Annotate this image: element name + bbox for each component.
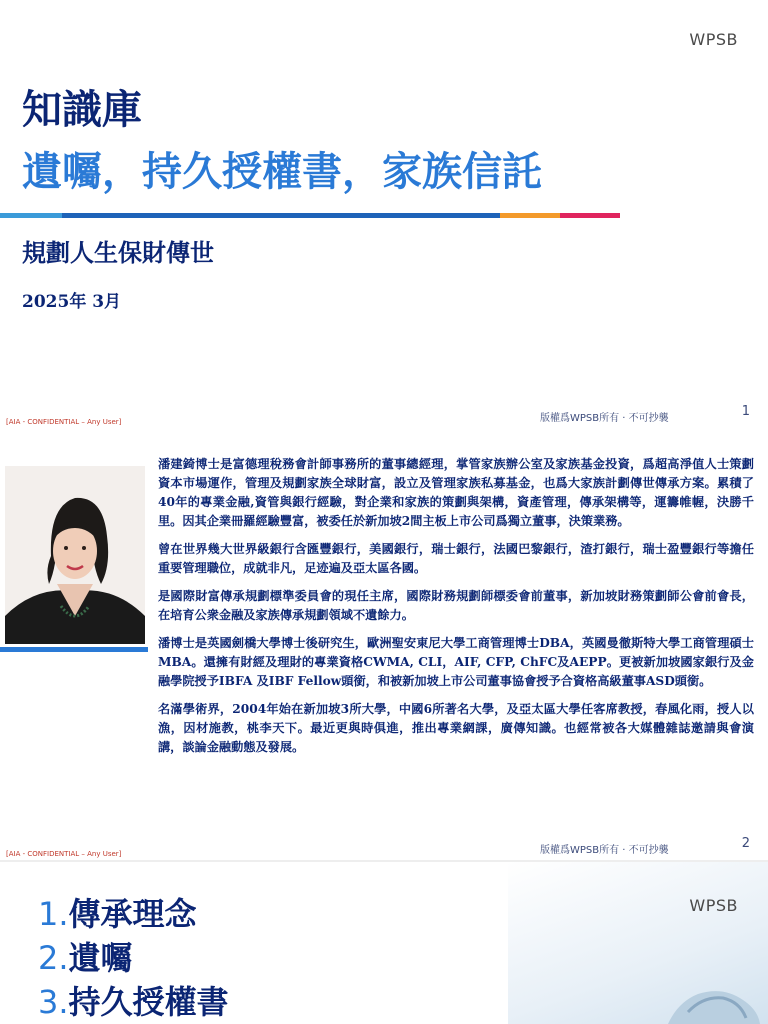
background-decoration: [508, 862, 768, 1024]
portrait-icon: [5, 466, 145, 644]
accent-bar-segment-1: [0, 213, 62, 218]
hand-illustration-icon: [508, 862, 768, 1024]
confidential-label: [AIA - CONFIDENTIAL – Any User]: [6, 850, 122, 858]
copyright-footer: 版權爲WPSB所有 · 不可抄襲: [540, 845, 669, 856]
copyright-footer: 版權爲WPSB所有 · 不可抄襲: [540, 413, 669, 424]
bio-paragraph: 潘博士是英國劍橋大學博士後研究生，歐洲聖安東尼大學工商管理博士DBA，英國曼徹斯特大學工商管理碩士MBA。還擁有財經及理財的專業資格CWMA, CLI，AIF, CFP, ChFC及AEPP。更被新加坡國家銀行及金融學院授予IBFA 及IBF Fellow頭銜，和被新加坡上市公司董事協會授予合資格高級董事ASD頭銜。: [158, 636, 754, 688]
slide-3: [0, 862, 768, 1024]
portrait-photo: [5, 466, 145, 644]
brand-logo: WPSB: [689, 30, 738, 49]
page-number: 1: [741, 404, 750, 419]
title-line-1: 知識庫: [22, 86, 142, 133]
slide-2: [0, 430, 768, 860]
toc-item[interactable]: [38, 892, 229, 936]
toc-label: 持久授權書: [68, 983, 229, 1021]
brand-logo: WPSB: [689, 896, 738, 915]
toc-item[interactable]: [38, 936, 229, 980]
bio-paragraph: 潘建錡博士是富德理稅務會計師事務所的董事總經理，掌管家族辦公室及家族基金投資，爲超高淨值人士策劃資本市場運作，管理及規劃家族全球財富，設立及管理家族私募基金，也爲大家族計劃傳世傳承方案。累積了40年的專業金融,資管與銀行經驗，對企業和家族的策劃與架構，資產管理，傳承架構等，運籌帷幄，決勝千里。因其企業冊羅經驗豐富，被委任於新加坡2間主板上市公司爲獨立董事，決策業務。: [158, 457, 754, 528]
title-line-2: 遺囑，持久授權書，家族信託: [22, 148, 542, 195]
toc-item[interactable]: [38, 980, 229, 1024]
accent-bar-segment-4: [560, 213, 620, 218]
bio-paragraph: 是國際財富傳承規劃標準委員會的現任主席，國際財務規劃師標委會前董事，新加坡財務策劃師公會前會長，在培育公衆金融及家族傳承規劃領域不遺餘力。: [158, 589, 754, 622]
confidential-label: [AIA - CONFIDENTIAL – Any User]: [6, 418, 122, 426]
bio-paragraph: 名滿學術界，2004年始在新加坡3所大學，中國6所著名大學，及亞太區大學任客席教授，春風化雨，授人以漁，因材施教，桃李天下。最近更與時俱進，推出專業網課，廣傳知識。也經常被各大媒體雜誌邀請與會演講，談論金融動態及發展。: [158, 702, 754, 754]
bio-paragraph: 曾在世界幾大世界級銀行含匯豐銀行，美國銀行，瑞士銀行，法國巴黎銀行，渣打銀行，瑞士盈豐銀行等擔任重要管理職位，成就非凡，足迹遍及亞太區各國。: [158, 542, 754, 575]
toc-label: 傳承理念: [68, 895, 197, 933]
biography-text: [158, 455, 754, 766]
photo-accent-line: [0, 647, 148, 652]
toc-label: 遺囑: [68, 939, 133, 977]
slide-1: [0, 0, 768, 430]
date: 2025年 3月: [22, 292, 122, 312]
toc-number: 1.: [38, 895, 69, 933]
table-of-contents: [38, 892, 229, 1024]
page-number: 2: [741, 836, 750, 851]
toc-number: 3.: [38, 983, 69, 1021]
accent-bar-segment-3: [500, 213, 560, 218]
subtitle: 規劃人生保財傳世: [22, 238, 214, 267]
accent-bar-segment-2: [62, 213, 500, 218]
toc-number: 2.: [38, 939, 69, 977]
